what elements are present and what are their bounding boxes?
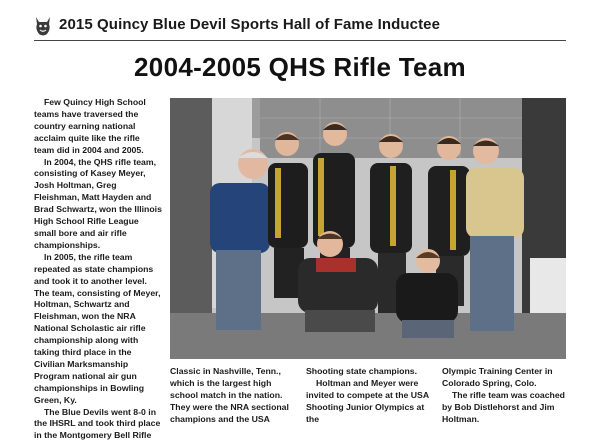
- blue-devil-logo: [34, 15, 52, 37]
- article-bottom-column-2: [306, 366, 430, 426]
- team-photo: [170, 98, 566, 359]
- bottom-col2-text-a: Shooting state champions.: [306, 366, 418, 376]
- bottom-col3-text-a: Olympic Training Center in Colorado Spring, Colo.: [442, 366, 553, 388]
- paragraph-3: In 2005, the rifle team repeated as state champions and took it to another level. The team, consisting of Meyer, Holtman, Schwartz and Fleishman, won the NRA National Scholastic air rifle championship along with taking third place in the Civilian Marksmanship Program national air gun championships in Bowling Green, Ky.: [34, 251, 161, 405]
- article-bottom-column-1: [170, 366, 294, 426]
- bottom-col2-text-b: Holtman and Meyer were invited to compete at the USA Shooting Junior Olympics at the: [306, 377, 429, 424]
- bottom-col3-text-b: The rifle team was coached by Bob Distlehorst and Jim Holtman.: [442, 389, 565, 424]
- article-left-column: [34, 97, 162, 442]
- article-headline: 2004-2005 QHS Rifle Team: [134, 52, 466, 82]
- paragraph-2: In 2004, the QHS rifle team, consisting of Kasey Meyer, Josh Holtman, Greg Fleishman, Matt Hayden and Brad Schwartz, won the Illinois High School Rifle League small bore and air rifle championships.: [34, 156, 162, 250]
- bottom-col1-text: Classic in Nashville, Tenn., which is the largest high school match in the nation. They were the NRA sectional champions and the USA: [170, 366, 289, 424]
- header-rule: [34, 40, 566, 41]
- article-bottom-column-3: [442, 366, 566, 426]
- team-photo-illustration: [170, 98, 566, 359]
- paragraph-1: Few Quincy High School teams have traversed the country earning national acclaim quite like the rifle team did in 2004 and 2005.: [34, 97, 146, 155]
- paragraph-4: The Blue Devils went 8-0 in the IHSRL and took third place in the Montgomery Bell Rifle: [34, 406, 161, 441]
- header-title: 2015 Quincy Blue Devil Sports Hall of Fame Inductee: [59, 16, 441, 33]
- page-header: [34, 12, 566, 40]
